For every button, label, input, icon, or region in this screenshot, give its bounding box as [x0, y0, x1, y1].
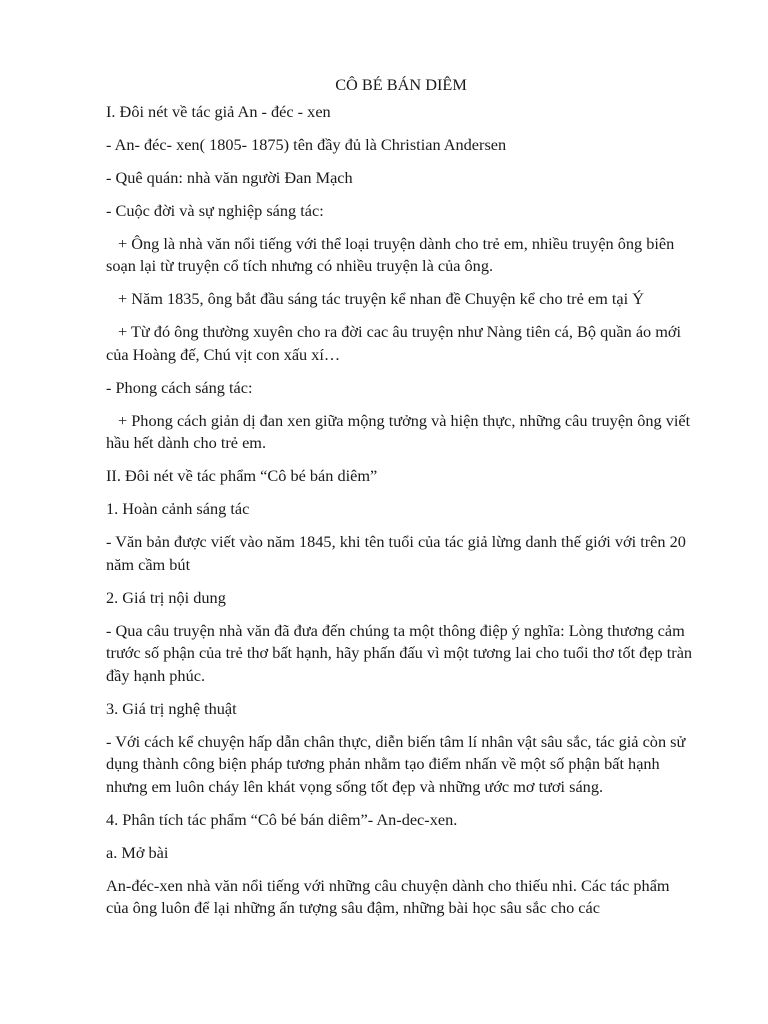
- paragraph: + Từ đó ông thường xuyên cho ra đời cac âu truyện như Nàng tiên cá, Bộ quần áo mới của Hoàng đế, Chú vịt con xấu xí…: [106, 322, 682, 364]
- paragraph: 1. Hoàn cảnh sáng tác: [106, 499, 250, 518]
- paragraph: I. Đôi nét về tác giả An - đéc - xen: [106, 101, 331, 121]
- paragraph: 2. Giá trị nội dung: [106, 587, 226, 607]
- paragraph: II. Đôi nét về tác phẩm “Cô bé bán diêm”: [106, 466, 378, 485]
- paragraph: - Văn bản được viết vào năm 1845, khi tên tuổi của tác giả lừng danh thế giới với trên 20 năm cầm bút: [106, 532, 686, 574]
- document-body: [106, 74, 696, 930]
- paragraph: - Phong cách sáng tác:: [106, 377, 253, 397]
- paragraph: - Cuộc đời và sự nghiệp sáng tác:: [106, 200, 324, 220]
- paragraph: - Qua câu truyện nhà văn đã đưa đến chúng ta một thông điệp ý nghĩa: Lòng thương cảm trước số phận của trẻ thơ bất hạnh, hãy phấn đấu vì một tương lai cho tuổi thơ tốt đẹp tràn đầy hạnh phúc.: [106, 620, 693, 685]
- paragraph: a. Mở bài: [106, 842, 169, 862]
- paragraph: 4. Phân tích tác phẩm “Cô bé bán diêm”- An-dec-xen.: [106, 809, 458, 829]
- paragraph-list: [106, 101, 696, 920]
- paragraph: + Phong cách giản dị đan xen giữa mộng tưởng và hiện thực, những câu truyện ông viết hầu hết dành cho trẻ em.: [106, 410, 691, 452]
- paragraph: - An- đéc- xen( 1805- 1875) tên đầy đủ là Christian Andersen: [106, 134, 507, 154]
- paragraph: An-đéc-xen nhà văn nổi tiếng với những câu chuyện dành cho thiếu nhi. Các tác phẩm của ông luôn để lại những ấn tượng sâu đậm, những bài học sâu sắc cho các: [106, 875, 670, 917]
- paragraph: - Với cách kể chuyện hấp dẫn chân thực, diễn biến tâm lí nhân vật sâu sắc, tác giả còn sử dụng thành công biện pháp tương phản nhằm tạo điểm nhấn về một số phận bất hạnh nhưng em luôn cháy lên khát vọng sống tốt đẹp và những ước mơ tươi sáng.: [106, 731, 686, 796]
- document-title: CÔ BÉ BÁN DIÊM: [335, 75, 467, 94]
- paragraph: + Năm 1835, ông bắt đầu sáng tác truyện kể nhan đề Chuyện kể cho trẻ em tại Ý: [118, 289, 644, 308]
- paragraph: - Quê quán: nhà văn người Đan Mạch: [106, 167, 353, 187]
- paragraph: + Ông là nhà văn nổi tiếng với thể loại truyện dành cho trẻ em, nhiều truyện ông biên soạn lại từ truyện cổ tích nhưng có nhiều truyện là của ông.: [106, 233, 675, 275]
- paragraph: 3. Giá trị nghệ thuật: [106, 698, 237, 718]
